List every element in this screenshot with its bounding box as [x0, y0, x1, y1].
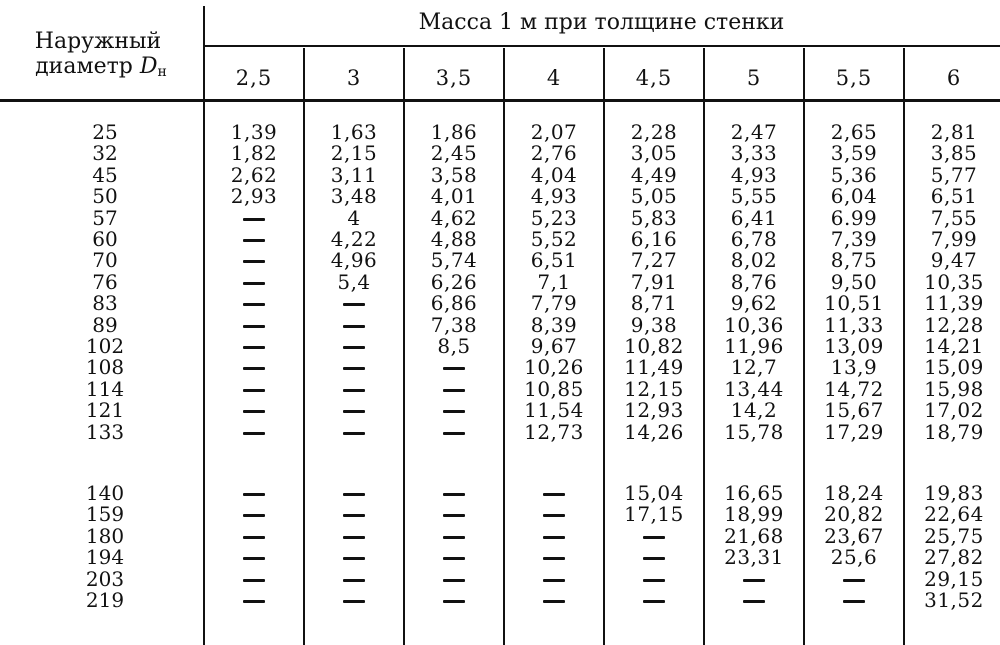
table-cell: 1,82 — [230, 141, 278, 166]
table-cell: 4,49 — [630, 162, 678, 187]
table-cell: 13,09 — [824, 334, 884, 358]
table-cell: 6,78 — [730, 227, 778, 251]
table-cell: 17,29 — [824, 419, 884, 444]
empty-dash — [343, 389, 365, 392]
empty-dash — [343, 432, 365, 435]
empty-dash — [443, 514, 465, 517]
row-diameter: 25 — [92, 120, 118, 144]
empty-dash — [543, 557, 565, 560]
table-cell: 27,82 — [924, 545, 984, 570]
empty-dash — [243, 432, 265, 435]
table-cell: 12,93 — [624, 398, 684, 423]
table-cell: 6.99 — [830, 205, 878, 230]
table-cell: 7,55 — [930, 205, 978, 230]
table-cell: 6,51 — [930, 184, 978, 209]
column-header: 2,5 — [235, 66, 273, 90]
table-cell: 9,62 — [730, 291, 778, 316]
table-cell: 14,2 — [730, 398, 778, 423]
empty-dash — [343, 346, 365, 349]
row-label-subscript: н — [157, 64, 167, 80]
empty-dash — [343, 303, 365, 306]
table-cell: 2,93 — [230, 184, 278, 209]
table-cell: 7,38 — [430, 312, 478, 337]
column-header: 4 — [546, 66, 562, 90]
table-cell: 23,67 — [824, 523, 884, 548]
table-cell: 17,15 — [624, 502, 684, 527]
empty-dash — [243, 514, 265, 517]
table-cell: 11,39 — [924, 291, 984, 316]
empty-dash — [343, 514, 365, 517]
table-cell: 8,71 — [630, 291, 678, 316]
table-cell: 4,22 — [330, 227, 378, 251]
row-diameter: 83 — [92, 291, 118, 316]
column-header: 4,5 — [635, 66, 673, 90]
row-diameter: 140 — [85, 481, 125, 505]
table-cell: 16,65 — [724, 481, 784, 505]
table-cell: 3,58 — [430, 162, 478, 187]
table-cell: 4,96 — [330, 248, 378, 273]
table-cell: 18,99 — [724, 502, 784, 527]
empty-dash — [443, 536, 465, 539]
row-diameter: 180 — [85, 523, 125, 548]
table-cell: 3,48 — [330, 184, 378, 209]
table-cell: 17,02 — [924, 398, 984, 423]
row-diameter: 114 — [85, 376, 125, 401]
empty-dash — [643, 600, 665, 603]
table-cell: 5,05 — [630, 184, 678, 209]
row-diameter: 108 — [85, 355, 125, 380]
table-cell: 6,41 — [730, 205, 778, 230]
table-cell: 15,98 — [924, 376, 984, 401]
empty-dash — [443, 410, 465, 413]
empty-dash — [243, 325, 265, 328]
table-cell: 10,82 — [624, 334, 684, 358]
row-diameter: 133 — [85, 419, 125, 444]
empty-dash — [243, 218, 265, 221]
table-cell: 2,76 — [530, 141, 578, 166]
table-cell: 14,72 — [824, 376, 884, 401]
table-cell: 11,33 — [824, 312, 884, 337]
table-cell: 10,35 — [924, 269, 984, 294]
table-cell: 10,85 — [524, 376, 584, 401]
empty-dash — [443, 600, 465, 603]
table-cell: 6,51 — [530, 248, 578, 273]
row-label-symbol: D — [139, 54, 158, 79]
table-cell: 4 — [347, 205, 361, 230]
table-cell: 15,67 — [824, 398, 884, 423]
empty-dash — [543, 493, 565, 496]
row-diameter: 45 — [92, 162, 118, 187]
table-cell: 4,01 — [430, 184, 478, 209]
table-cell: 13,9 — [830, 355, 878, 380]
empty-dash — [743, 600, 765, 603]
table-cell: 3,59 — [830, 141, 878, 166]
empty-dash — [343, 600, 365, 603]
table-cell: 7,91 — [630, 269, 678, 294]
empty-dash — [343, 325, 365, 328]
empty-dash — [343, 557, 365, 560]
column-header: 3 — [346, 66, 362, 90]
row-diameter: 60 — [92, 227, 118, 251]
row-diameter: 89 — [92, 312, 118, 337]
row-diameter: 57 — [92, 205, 118, 230]
table-cell: 4,62 — [430, 205, 478, 230]
table-cell: 4,04 — [530, 162, 578, 187]
empty-dash — [343, 579, 365, 582]
table-cell: 13,44 — [724, 376, 784, 401]
table-cell: 11,54 — [524, 398, 584, 423]
table-cell: 21,68 — [724, 523, 784, 548]
table-cell: 3,11 — [330, 162, 378, 187]
column-header: 5 — [746, 66, 762, 90]
table-cell: 6,86 — [430, 291, 478, 316]
table-cell: 25,75 — [924, 523, 984, 548]
table-cell: 8,02 — [730, 248, 778, 273]
table-cell: 31,52 — [924, 588, 984, 612]
table-cell: 15,09 — [924, 355, 984, 380]
table-cell: 12,15 — [624, 376, 684, 401]
table-cell: 18,24 — [824, 481, 884, 505]
column-header: 3,5 — [435, 66, 473, 90]
table-cell: 7,79 — [530, 291, 578, 316]
table-cell: 3,33 — [730, 141, 778, 166]
empty-dash — [443, 493, 465, 496]
row-label-line2 — [16, 54, 186, 85]
table-cell: 8,5 — [437, 334, 471, 358]
table-cell: 9,50 — [830, 269, 878, 294]
table-cell: 22,64 — [924, 502, 984, 527]
table-cell: 9,38 — [630, 312, 678, 337]
table-cell: 4,93 — [530, 184, 578, 209]
empty-dash — [243, 303, 265, 306]
table-cell: 11,96 — [724, 334, 784, 358]
header-bottom-rule — [0, 99, 1000, 102]
table-cell: 6,04 — [830, 184, 878, 209]
empty-dash — [443, 579, 465, 582]
table-cell: 10,36 — [724, 312, 784, 337]
empty-dash — [243, 536, 265, 539]
column-header: 6 — [946, 66, 962, 90]
table-cell: 12,73 — [524, 419, 584, 444]
divider-rowhead — [203, 6, 205, 645]
empty-dash — [343, 367, 365, 370]
table-cell: 2,47 — [730, 120, 778, 144]
table-cell: 2,62 — [230, 162, 278, 187]
empty-dash — [543, 536, 565, 539]
empty-dash — [343, 536, 365, 539]
table-cell: 5,52 — [530, 227, 578, 251]
table-cell: 8,75 — [830, 248, 878, 273]
table-cell: 10,26 — [524, 355, 584, 380]
table-cell: 5,4 — [337, 269, 371, 294]
table-cell: 12,7 — [730, 355, 778, 380]
table-cell: 7,27 — [630, 248, 678, 273]
table-cell: 14,21 — [924, 334, 984, 358]
empty-dash — [643, 536, 665, 539]
row-diameter: 121 — [85, 398, 125, 423]
row-label-word: диаметр — [35, 54, 133, 79]
table-cell: 2,28 — [630, 120, 678, 144]
table-cell: 9,47 — [930, 248, 978, 273]
header-underline — [203, 45, 1000, 47]
table-cell: 12,28 — [924, 312, 984, 337]
empty-dash — [843, 600, 865, 603]
table-cell: 15,04 — [624, 481, 684, 505]
table-cell: 7,39 — [830, 227, 878, 251]
table-cell: 5,83 — [630, 205, 678, 230]
empty-dash — [243, 557, 265, 560]
table-cell: 23,31 — [724, 545, 784, 570]
table-cell: 11,49 — [624, 355, 684, 380]
table-cell: 4,93 — [730, 162, 778, 187]
row-diameter: 50 — [92, 184, 118, 209]
empty-dash — [243, 367, 265, 370]
table-cell: 3,85 — [930, 141, 978, 166]
empty-dash — [443, 557, 465, 560]
table-cell: 7,1 — [537, 269, 571, 294]
table-cell: 2,15 — [330, 141, 378, 166]
table-cell: 1,63 — [330, 120, 378, 144]
empty-dash — [343, 493, 365, 496]
empty-dash — [543, 579, 565, 582]
empty-dash — [443, 389, 465, 392]
table-cell: 29,15 — [924, 566, 984, 591]
table-cell: 15,78 — [724, 419, 784, 444]
empty-dash — [243, 493, 265, 496]
table-cell: 18,79 — [924, 419, 984, 444]
table-cell: 7,99 — [930, 227, 978, 251]
empty-dash — [543, 600, 565, 603]
table-cell: 4,88 — [430, 227, 478, 251]
empty-dash — [443, 367, 465, 370]
empty-dash — [243, 239, 265, 242]
empty-dash — [243, 600, 265, 603]
empty-dash — [543, 514, 565, 517]
empty-dash — [243, 410, 265, 413]
row-diameter: 76 — [92, 269, 118, 294]
table-cell: 8,39 — [530, 312, 578, 337]
table-cell: 8,76 — [730, 269, 778, 294]
empty-dash — [243, 346, 265, 349]
row-diameter: 219 — [85, 588, 125, 612]
row-diameter: 159 — [85, 502, 125, 527]
empty-dash — [243, 260, 265, 263]
table-cell: 6,26 — [430, 269, 478, 294]
empty-dash — [243, 579, 265, 582]
table-cell: 5,77 — [930, 162, 978, 187]
column-header: 5,5 — [835, 66, 873, 90]
empty-dash — [743, 579, 765, 582]
empty-dash — [443, 432, 465, 435]
table-cell: 5,55 — [730, 184, 778, 209]
table-cell: 19,83 — [924, 481, 984, 505]
empty-dash — [243, 389, 265, 392]
table-cell: 5,74 — [430, 248, 478, 273]
empty-dash — [343, 410, 365, 413]
table-cell: 5,36 — [830, 162, 878, 187]
table-cell: 10,51 — [824, 291, 884, 316]
table-cell: 2,81 — [930, 120, 978, 144]
table-cell: 2,07 — [530, 120, 578, 144]
table-cell: 2,65 — [830, 120, 878, 144]
empty-dash — [643, 579, 665, 582]
row-label-line1: Наружный — [34, 29, 162, 54]
table-cell: 14,26 — [624, 419, 684, 444]
row-diameter: 32 — [92, 141, 118, 166]
empty-dash — [243, 282, 265, 285]
row-diameter: 194 — [85, 545, 125, 570]
table-cell: 5,23 — [530, 205, 578, 230]
table-cell: 1,86 — [430, 120, 478, 144]
table-cell: 25,6 — [830, 545, 878, 570]
table-cell: 20,82 — [824, 502, 884, 527]
empty-dash — [843, 579, 865, 582]
row-diameter: 203 — [85, 566, 125, 591]
table-cell: 3,05 — [630, 141, 678, 166]
table-cell: 2,45 — [430, 141, 478, 166]
table-cell: 9,67 — [530, 334, 578, 358]
empty-dash — [643, 557, 665, 560]
row-diameter: 70 — [92, 248, 118, 273]
row-diameter: 102 — [85, 334, 125, 358]
span-title: Масса 1 м при толщине стенки — [418, 10, 785, 35]
table-cell: 6,16 — [630, 227, 678, 251]
table-cell: 1,39 — [230, 120, 278, 144]
